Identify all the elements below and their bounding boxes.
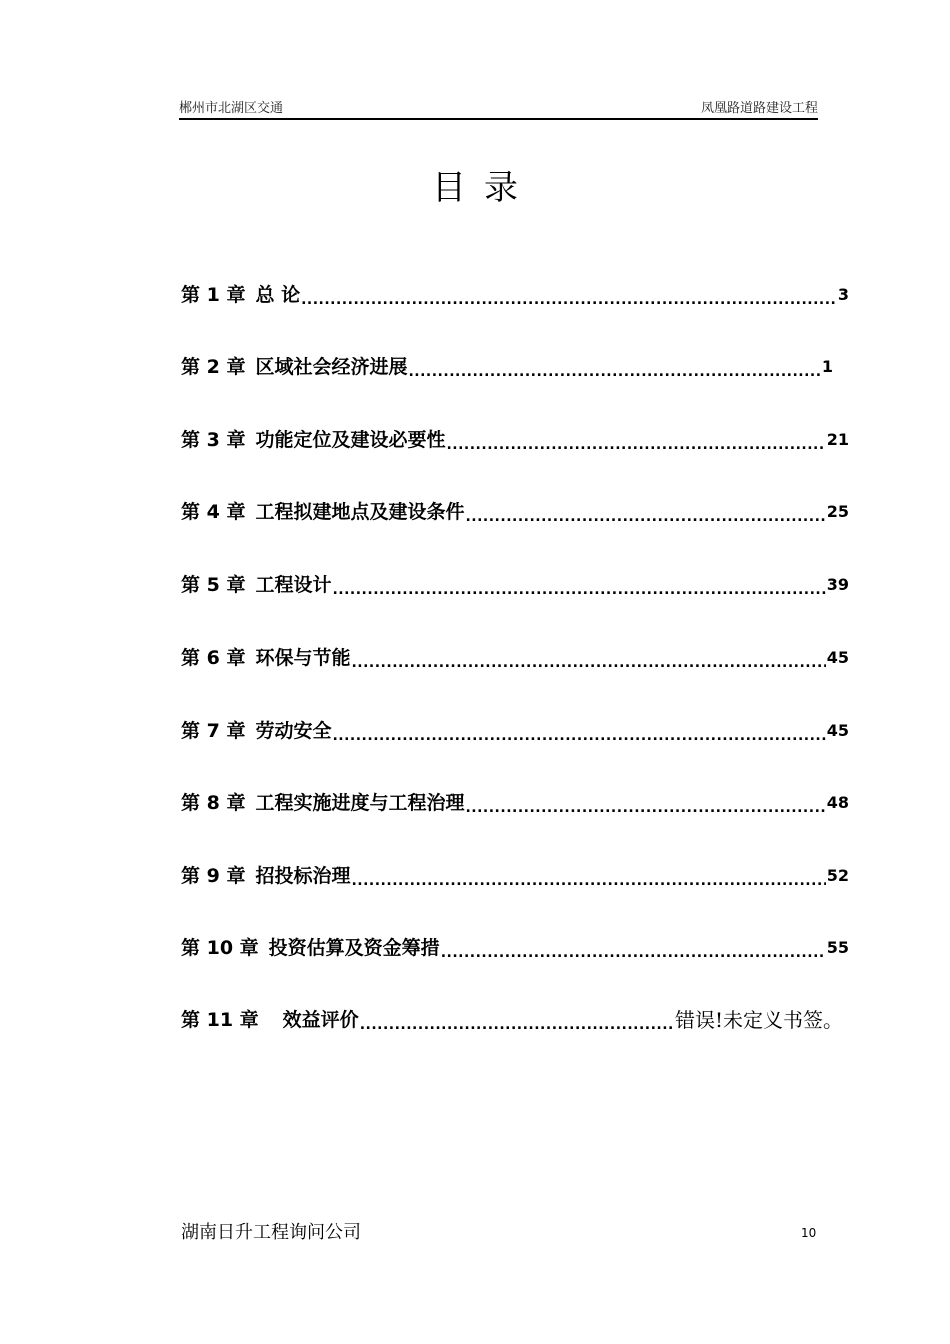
toc-chapter-label: 第 4 章 <box>181 501 246 523</box>
toc-chapter-label: 第 11 章 <box>181 1009 259 1031</box>
toc-chapter-label: 第 8 章 <box>181 792 246 814</box>
toc-chapter-name: 工程实施进度与工程治理 <box>255 792 465 814</box>
toc-entry-1[interactable] <box>181 280 849 308</box>
toc-entry-10[interactable] <box>181 933 849 961</box>
page-header <box>179 100 818 120</box>
toc-entry-4[interactable] <box>181 497 849 525</box>
toc-chapter-name: 总 论 <box>255 284 301 306</box>
toc-chapter-name: 工程设计 <box>255 574 332 596</box>
toc-page-number: 55 <box>826 938 849 957</box>
toc-chapter-label: 第 5 章 <box>181 574 246 596</box>
toc-chapter-name: 环保与节能 <box>255 647 351 669</box>
toc-chapter-label: 第 9 章 <box>181 865 246 887</box>
toc-chapter-label: 第 7 章 <box>181 720 246 742</box>
toc-page-number: 52 <box>826 866 849 885</box>
toc-entry-11[interactable] <box>181 1005 843 1033</box>
toc-page-error: 错误!未定义书签。 <box>674 1008 843 1032</box>
toc-chapter-name: 投资估算及资金筹措 <box>268 937 440 959</box>
toc-entry-3[interactable] <box>181 425 849 453</box>
toc-entry-9[interactable] <box>181 861 849 889</box>
toc-leader-dots <box>441 941 826 961</box>
toc-entry-8[interactable] <box>181 788 849 816</box>
toc-chapter-label: 第 1 章 <box>181 284 246 306</box>
toc-leader-dots <box>332 724 825 744</box>
toc-chapter-name: 劳动安全 <box>255 720 332 742</box>
toc-leader-dots <box>332 578 825 598</box>
toc-page-number: 25 <box>826 502 849 521</box>
header-right-text: 凤凰路道路建设工程 <box>700 101 818 116</box>
toc-page-number: 45 <box>826 648 849 667</box>
toc-chapter-name: 效益评价 <box>282 1009 359 1031</box>
toc-leader-dots <box>301 288 837 308</box>
page-title: 目录 <box>432 168 536 208</box>
toc-leader-dots <box>465 796 825 816</box>
header-left-text: 郴州市北湖区交通 <box>179 101 284 116</box>
footer-company: 湖南日升工程询问公司 <box>181 1222 361 1243</box>
toc-leader-dots <box>408 360 820 380</box>
toc-chapter-name: 功能定位及建设必要性 <box>255 429 446 451</box>
footer-page-number: 10 <box>801 1226 817 1240</box>
toc-leader-dots <box>351 651 825 671</box>
toc-page-number: 21 <box>826 430 849 449</box>
toc-entry-5[interactable] <box>181 570 849 598</box>
toc-page-number: 48 <box>826 793 849 812</box>
toc-leader-dots <box>351 869 825 889</box>
toc-entry-2[interactable] <box>181 352 833 380</box>
toc-chapter-label: 第 2 章 <box>181 356 246 378</box>
toc-chapter-label: 第 10 章 <box>181 937 259 959</box>
toc-chapter-name: 招投标治理 <box>255 865 351 887</box>
toc-entry-6[interactable] <box>181 643 849 671</box>
toc-leader-dots <box>465 505 825 525</box>
toc-chapter-name: 工程拟建地点及建设条件 <box>255 501 465 523</box>
toc-leader-dots <box>446 433 825 453</box>
toc-page-number: 1 <box>821 357 833 376</box>
toc-chapter-label: 第 3 章 <box>181 429 246 451</box>
toc-leader-dots <box>360 1013 674 1033</box>
toc-page-number: 45 <box>826 721 849 740</box>
toc-entry-7[interactable] <box>181 716 849 744</box>
toc-page-number: 3 <box>837 285 849 304</box>
toc-page-number: 39 <box>826 575 849 594</box>
toc-chapter-name: 区域社会经济进展 <box>255 356 408 378</box>
toc-chapter-label: 第 6 章 <box>181 647 246 669</box>
